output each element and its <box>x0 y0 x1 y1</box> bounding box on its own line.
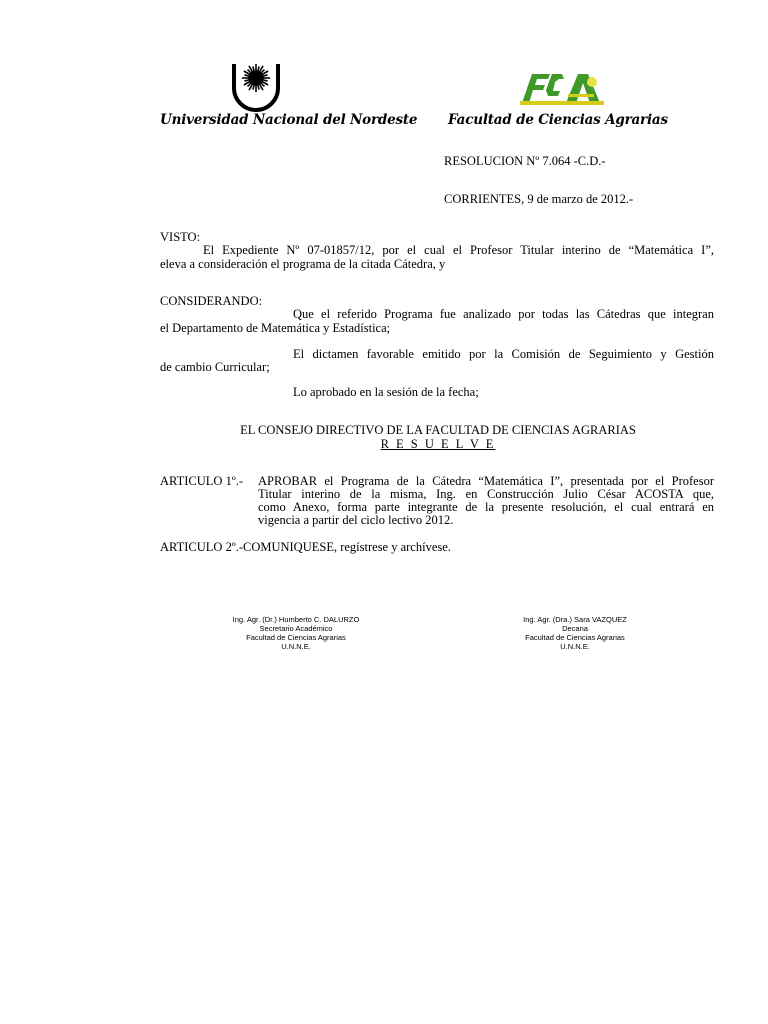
signature-name: Ing. Agr. (Dra.) Sara VAZQUEZ <box>523 615 627 624</box>
fca-logo-icon <box>518 68 606 106</box>
signature-block-right <box>475 615 675 651</box>
considerando-p2-line-2: de cambio Curricular; <box>160 360 270 374</box>
signature-name: Ing. Agr. (Dr.) Humberto C. DALURZO <box>232 615 360 624</box>
articulo-1-line-2: Titular interino de la misma, Ing. en Construcción Julio César ACOSTA que, <box>258 487 714 501</box>
faculty-name: Facultad de Ciencias Agrarias <box>448 112 668 128</box>
resuelve-heading: R E S U E L V E <box>380 437 496 451</box>
articulo-1-line-4: vigencia a partir del ciclo lectivo 2012. <box>258 513 454 527</box>
signature-faculty: Facultad de Ciencias Agrarias <box>525 633 625 642</box>
articulo-1-label: ARTICULO 1º.- <box>160 474 243 488</box>
considerando-p3: Lo aprobado en la sesión de la fecha; <box>293 385 479 399</box>
resolution-date: CORRIENTES, 9 de marzo de 2012.- <box>444 192 634 206</box>
signature-university: U.N.N.E. <box>560 642 590 651</box>
articulo-2 <box>160 540 451 554</box>
articulo-2-text: COMUNIQUESE, regístrese y archívese. <box>242 540 451 554</box>
visto-line-1: El Expediente Nº 07-01857/12, por el cual el Profesor Titular interino de “Matemática I”, <box>203 243 714 257</box>
articulo-1-line-3: como Anexo, forma parte integrante de la presente resolución, el cual entrará en <box>258 500 714 514</box>
visto-line-2: eleva a consideración el programa de la citada Cátedra, y <box>160 257 446 271</box>
considerando-p1-line-2: el Departamento de Matemática y Estadística; <box>160 321 391 335</box>
unne-sun-logo-icon <box>228 60 284 112</box>
considerando-p2-line-1: El dictamen favorable emitido por la Comisión de Seguimiento y Gestión <box>293 347 714 361</box>
university-name: Universidad Nacional del Nordeste <box>160 112 418 128</box>
signature-role: Secretario Académico <box>259 624 333 633</box>
resolution-number: RESOLUCION Nº 7.064 -C.D.- <box>444 154 606 168</box>
considerando-heading: CONSIDERANDO: <box>160 294 263 308</box>
visto-heading: VISTO: <box>160 230 201 244</box>
signature-block-left <box>196 615 396 651</box>
articulo-1-line-1: APROBAR el Programa de la Cátedra “Matemática I”, presentada por el Profesor <box>258 474 714 488</box>
articulo-2-label: ARTICULO 2º.- <box>160 540 243 554</box>
signature-university: U.N.N.E. <box>281 642 311 651</box>
consejo-heading: EL CONSEJO DIRECTIVO DE LA FACULTAD DE CIENCIAS AGRARIAS <box>240 423 636 437</box>
signature-faculty: Facultad de Ciencias Agrarias <box>246 633 346 642</box>
considerando-p1-line-1: Que el referido Programa fue analizado por todas las Cátedras que integran <box>293 307 714 321</box>
signature-role: Decana <box>562 624 588 633</box>
